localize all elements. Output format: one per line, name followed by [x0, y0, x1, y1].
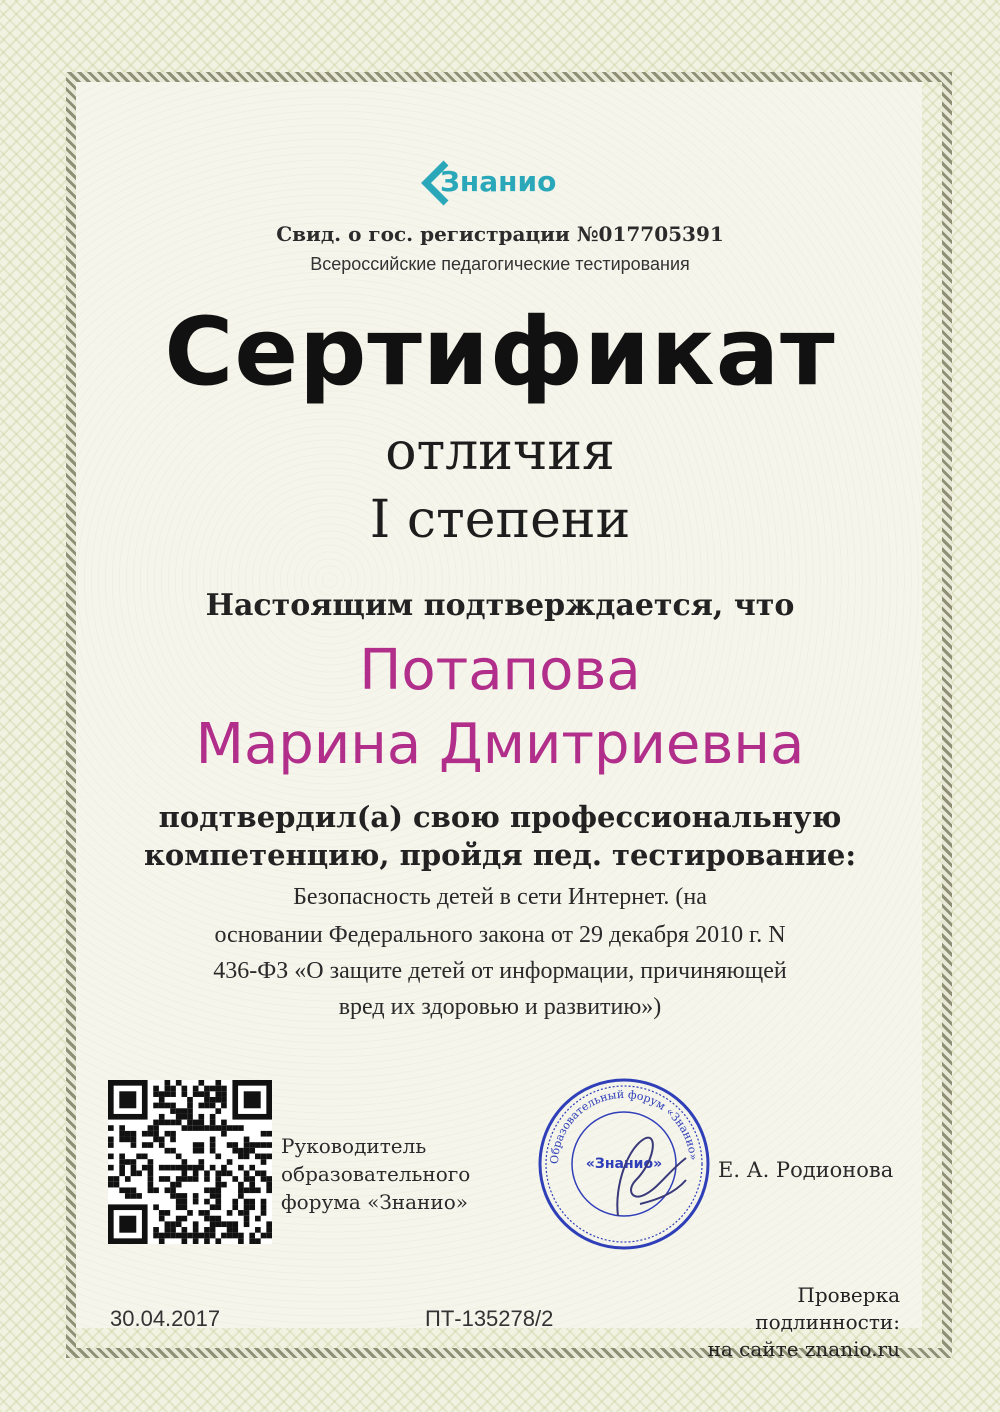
organization-subtitle: Всероссийские педагогические тестирования	[310, 254, 690, 274]
test-description-line: основании Федерального закона от 29 декабря 2010 г. N	[214, 922, 786, 948]
certificate-subtitle-line2: I степени	[369, 490, 631, 550]
registration-number: Свид. о гос. регистрации №017705391	[276, 222, 724, 246]
certificate-number: ПТ-135278/2	[425, 1306, 554, 1331]
director-line: Руководитель	[281, 1134, 427, 1158]
test-description-line: вред их здоровью и развитию»)	[338, 994, 662, 1020]
test-description-line: 436-ФЗ «О защите детей от информации, причиняющей	[213, 958, 787, 984]
test-description-line: Безопасность детей в сети Интернет. (на	[293, 884, 707, 910]
verify-line: подлинности:	[755, 1310, 900, 1334]
verify-line: Проверка	[797, 1283, 900, 1307]
stamp-center-text: «Знанио»	[585, 1156, 663, 1172]
recipient-name: Марина Дмитриевна	[195, 712, 805, 777]
issue-date: 30.04.2017	[110, 1306, 221, 1331]
logo-text: Знанио	[440, 165, 557, 198]
certificate-title: Сертификат	[164, 298, 836, 407]
recipient-surname: Потапова	[359, 638, 641, 703]
director-line: образовательного	[281, 1162, 471, 1186]
qr-code-icon	[108, 1080, 272, 1244]
stamp-ring-text: Образовательный форум «Знанио»	[547, 1087, 700, 1165]
passed-text-line1: подтвердил(а) свою профессиональную	[158, 800, 842, 834]
verification-note	[708, 1282, 900, 1363]
director-title	[281, 1132, 470, 1216]
official-stamp	[536, 1076, 712, 1252]
certificate-subtitle-line1: отличия	[385, 422, 615, 482]
signer-name: Е. А. Родионова	[718, 1158, 894, 1182]
verify-line: на сайте znanio.ru	[707, 1337, 900, 1361]
passed-text-line2: компетенцию, пройдя пед. тестирование:	[143, 838, 857, 872]
znanio-logo	[420, 160, 580, 206]
confirm-text: Настоящим подтверждается, что	[205, 588, 795, 623]
signature-scribble	[617, 1138, 686, 1216]
director-line: форума «Знанио»	[281, 1190, 468, 1214]
